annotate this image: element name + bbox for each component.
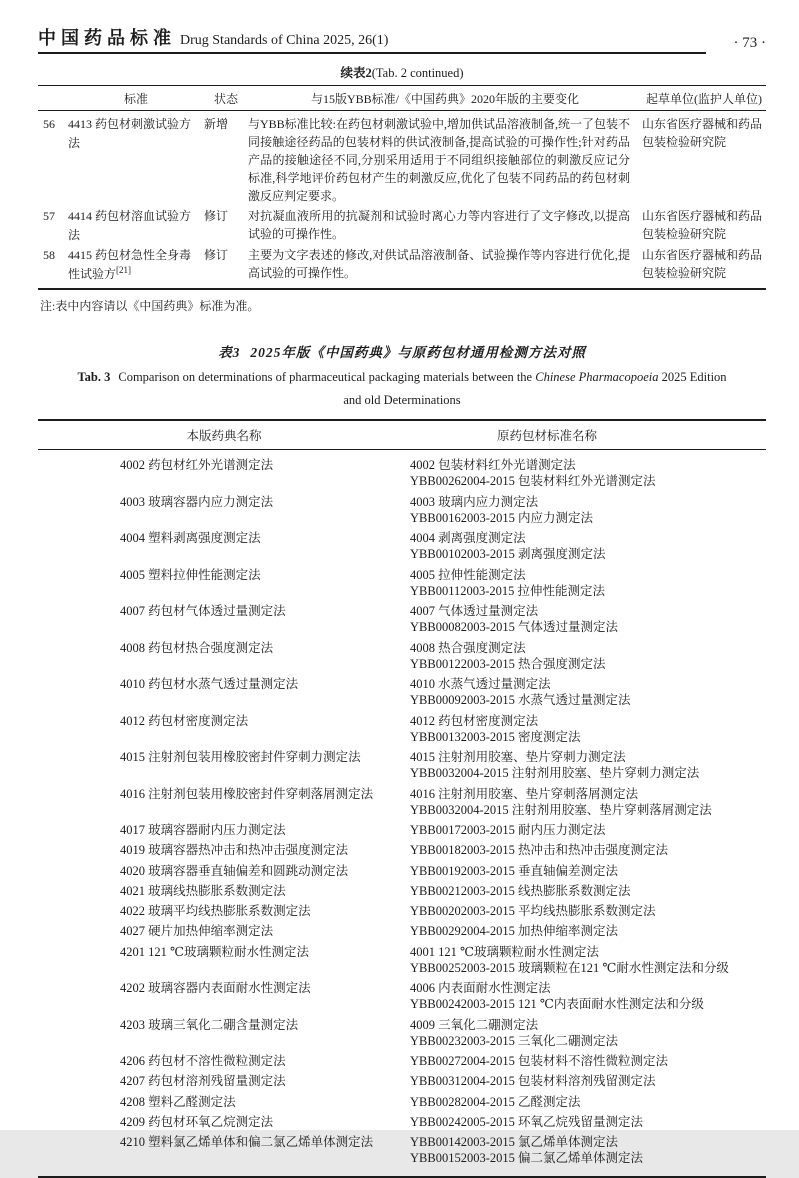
current-edition-name: 4010 药包材水蒸气透过量测定法 [120,677,299,691]
old-standard-name [410,1134,766,1167]
old-standard-name [410,457,766,490]
current-edition-name: 4016 注射剂包装用橡胶密封件穿刺落屑测定法 [120,786,374,801]
current-edition-name: 4206 药包材不溶性微粒测定法 [120,1054,286,1068]
old-standard-line2: YBB00242003-2015 121 ℃内表面耐水性测定法和分级 [410,997,704,1012]
row-number: 57 [43,209,55,223]
table3-caption-en-post: 2025 Edition [658,370,727,384]
standard-name [68,207,204,244]
table-row [38,822,766,838]
old-standard-name [410,1073,766,1089]
change-description: 与YBB标准比较:在药包材刺激试验中,增加供试品溶液制备,统一了包装不同接触途径药品的包装材料的供试液制备,提高试验的可操作性;针对药品产品的接触途径不同,分别采用适用于不同组织接触部位的刺激反应记分标准,科学地评价药包材产生的刺激反应,优化了包装不同药品的药包材刺激反应判定要求。 [248,117,631,203]
table-row [38,1073,766,1089]
table3-caption-cn-text: 2025年版《中国药典》与原药包材通用检测方法对照 [250,345,586,360]
current-edition-name: 4005 塑料拉伸性能测定法 [120,567,261,582]
table-row [38,1053,766,1069]
old-standard-line1: 4003 玻璃内应力测定法 [410,494,539,509]
old-standard-line2: YBB00122003-2015 热合强度测定法 [410,656,606,671]
current-edition-name: 4208 塑料乙醛测定法 [120,1094,236,1109]
current-edition-name: 4004 塑料剥离强度测定法 [120,531,261,545]
current-edition-name: 4207 药包材溶剂残留量测定法 [120,1074,286,1089]
status-value: 修订 [204,209,229,223]
old-standard-name [410,567,766,600]
old-standard-name [410,713,766,746]
table2-header-row [38,86,766,111]
row-number: 58 [43,248,55,262]
old-standard-line1: YBB00172003-2015 耐内压力测定法 [410,823,606,837]
table3-body [38,450,766,1178]
old-standard-line1: 4015 注射剂用胶塞、垫片穿刺力测定法 [410,750,626,764]
table-row [38,749,766,782]
old-standard-name [410,923,766,939]
status-value: 修订 [204,248,229,262]
table3-caption-en-label: Tab. 3 [77,370,111,384]
table-row [38,713,766,746]
page-number: · 73 · [733,35,766,51]
table-row [38,1134,766,1167]
table-row [38,944,766,977]
change-description: 对抗凝血液所用的抗凝剂和试验时离心力等内容进行了文字修改,以提高试验的可操作性。 [248,209,630,241]
table-row [38,246,766,283]
old-standard-line1: YBB00242005-2015 环氧乙烷残留量测定法 [410,1114,643,1129]
running-head-title [38,24,706,54]
journal-title-en: Drug Standards of China 2025, 26(1) [180,33,389,48]
journal-title-cn: 中国药品标准 [38,28,176,48]
standard-name-text: 4415 药包材急性全身毒性试验方 [68,248,192,281]
old-standard-name [410,603,766,636]
table-row [38,923,766,939]
row-number: 56 [43,117,55,131]
table-row [38,457,766,490]
change-description: 主要为文字表述的修改,对供试品溶液制备、试验操作等内容进行优化,提高试验的可操作性。 [248,248,630,280]
old-standard-line1: 4005 拉伸性能测定法 [410,567,526,582]
current-edition-name: 4008 药包材热合强度测定法 [120,640,274,655]
old-standard-name [410,530,766,563]
table-row [38,530,766,563]
table2-header-org: 起草单位(监护人单位) [646,92,762,106]
old-standard-line1: 4009 三氧化二硼测定法 [410,1017,539,1032]
old-standard-line1: YBB00212003-2015 线热膨胀系数测定法 [410,883,631,898]
old-standard-name [410,980,766,1013]
standard-name-superscript: [21] [116,265,132,275]
old-standard-name [410,883,766,899]
drafting-organization: 山东省医疗器械和药品包装检验研究院 [642,117,763,149]
old-standard-name [410,1114,766,1130]
current-edition-name: 4201 121 ℃玻璃颗粒耐水性测定法 [120,944,309,959]
old-standard-name [410,903,766,919]
old-standard-name [410,749,766,782]
old-standard-line2: YBB00162003-2015 内应力测定法 [410,510,593,525]
table3-caption-en-line2: and old Determinations [343,393,461,407]
table-row [38,980,766,1013]
standard-name [68,115,204,205]
old-standard-name [410,944,766,977]
old-standard-name [410,494,766,527]
table2-header-empty [38,90,68,107]
table-row [38,786,766,819]
current-edition-name: 4203 玻璃三氧化二硼含量测定法 [120,1017,299,1032]
table2-continued-caption [38,63,766,81]
standard-name-text: 4413 药包材刺激试验方法 [68,117,192,150]
table2-header-status: 状态 [213,92,238,106]
old-standard-line2: YBB0032004-2015 注射剂用胶塞、垫片穿刺力测定法 [410,766,700,781]
old-standard-line2: YBB00102003-2015 剥离强度测定法 [410,547,606,562]
drafting-organization: 山东省医疗器械和药品包装检验研究院 [642,209,763,241]
old-standard-name [410,822,766,838]
current-edition-name: 4003 玻璃容器内应力测定法 [120,494,274,509]
table-row [38,1094,766,1110]
standard-name-text: 4414 药包材溶血试验方法 [68,209,192,242]
old-standard-name [410,1053,766,1069]
old-standard-line1: 4001 121 ℃玻璃颗粒耐水性测定法 [410,944,599,959]
table2-caption-rest: (Tab. 2 continued) [371,66,464,80]
current-edition-name: 4012 药包材密度测定法 [120,713,249,728]
table3-caption-en-pre: Comparison on determinations of pharmaceutical packaging materials between the [118,370,536,384]
table-row [38,903,766,919]
table-row [38,1114,766,1130]
old-standard-line1: 4012 药包材密度测定法 [410,713,539,728]
table2-body [38,111,766,290]
table-row [38,567,766,600]
table-row [38,640,766,673]
table3-caption-en-italic: Chinese Pharmacopoeia [535,370,659,384]
standard-name [68,246,204,283]
old-standard-line1: YBB00142003-2015 氯乙烯单体测定法 [410,1135,618,1149]
table-row [38,863,766,879]
old-standard-line2: YBB00092003-2015 水蒸气透过量测定法 [410,693,631,708]
old-standard-line1: 4002 包装材料红外光谱测定法 [410,458,576,472]
current-edition-name: 4007 药包材气体透过量测定法 [120,604,286,618]
old-standard-line1: YBB00282004-2015 乙醛测定法 [410,1094,581,1109]
old-standard-line2: YBB00082003-2015 气体透过量测定法 [410,620,618,635]
old-standard-line2: YBB00262004-2015 包装材料红外光谱测定法 [410,474,656,489]
old-standard-name [410,863,766,879]
table3-header-left: 本版药典名称 [186,429,262,443]
table-row [38,676,766,709]
table-row [38,883,766,899]
table3-caption-en [38,370,766,385]
old-standard-name [410,842,766,858]
table-row [38,842,766,858]
old-standard-line1: 4006 内表面耐水性测定法 [410,981,551,995]
table3-caption-cn-label: 表3 [218,345,241,360]
table-row [38,207,766,244]
table-row [38,494,766,527]
old-standard-line1: 4004 剥离强度测定法 [410,531,526,545]
old-standard-line1: YBB00182003-2015 热冲击和热冲击强度测定法 [410,843,668,858]
table3-header-right: 原药包材标准名称 [496,429,597,443]
old-standard-name [410,640,766,673]
old-standard-line2: YBB00132003-2015 密度测定法 [410,729,581,744]
table-row [38,603,766,636]
current-edition-name: 4022 玻璃平均线热膨胀系数测定法 [120,904,311,918]
current-edition-name: 4020 玻璃容器垂直轴偏差和圆跳动测定法 [120,863,349,878]
running-head [38,24,766,54]
old-standard-line1: YBB00292004-2015 加热伸缩率测定法 [410,924,618,939]
old-standard-line1: YBB00312004-2015 包装材料溶剂残留测定法 [410,1074,656,1089]
table2-caption-label: 续表2 [340,66,372,80]
drafting-organization: 山东省医疗器械和药品包装检验研究院 [642,248,763,280]
old-standard-line2: YBB0032004-2015 注射剂用胶塞、垫片穿刺落屑测定法 [410,802,712,817]
table2-header-change: 与15版YBB标准/《中国药典》2020年版的主要变化 [310,92,579,106]
current-edition-name: 4021 玻璃线热膨胀系数测定法 [120,883,286,898]
current-edition-name: 4015 注射剂包装用橡胶密封件穿刺力测定法 [120,750,361,764]
page-content [38,24,766,1178]
old-standard-line1: YBB00202003-2015 平均线热膨胀系数测定法 [410,904,656,918]
table3 [38,419,766,1178]
old-standard-line2: YBB00232003-2015 三氧化二硼测定法 [410,1033,618,1048]
current-edition-name: 4210 塑料氯乙烯单体和偏二氯乙烯单体测定法 [120,1135,374,1149]
table2-header-standard: 标准 [123,92,148,106]
old-standard-line1: YBB00192003-2015 垂直轴偏差测定法 [410,863,618,878]
table-row [38,115,766,205]
old-standard-name [410,1017,766,1050]
current-edition-name: 4027 硬片加热伸缩率测定法 [120,924,274,939]
old-standard-line1: YBB00272004-2015 包装材料不溶性微粒测定法 [410,1054,668,1068]
current-edition-name: 4202 玻璃容器内表面耐水性测定法 [120,981,311,995]
current-edition-name: 4209 药包材环氧乙烷测定法 [120,1114,274,1129]
table-row [38,1017,766,1050]
old-standard-name [410,676,766,709]
table2-note: 注:表中内容请以《中国药典》标准为准。 [40,299,260,313]
old-standard-line1: 4008 热合强度测定法 [410,640,526,655]
table3-header-row [38,421,766,450]
old-standard-line2: YBB00112003-2015 拉伸性能测定法 [410,583,606,598]
old-standard-line1: 4007 气体透过量测定法 [410,604,539,618]
current-edition-name: 4002 药包材红外光谱测定法 [120,458,274,472]
old-standard-name [410,786,766,819]
current-edition-name: 4017 玻璃容器耐内压力测定法 [120,823,286,837]
table2-continued [38,85,766,290]
current-edition-name: 4019 玻璃容器热冲击和热冲击强度测定法 [120,843,349,858]
old-standard-line1: 4010 水蒸气透过量测定法 [410,677,551,691]
table3-caption-cn [38,341,766,361]
old-standard-line2: YBB00152003-2015 偏二氯乙烯单体测定法 [410,1151,643,1166]
old-standard-line1: 4016 注射剂用胶塞、垫片穿刺落屑测定法 [410,786,639,801]
old-standard-line2: YBB00252003-2015 玻璃颗粒在121 ℃耐水性测定法和分级 [410,960,729,975]
status-value: 新增 [204,117,229,131]
old-standard-name [410,1094,766,1110]
